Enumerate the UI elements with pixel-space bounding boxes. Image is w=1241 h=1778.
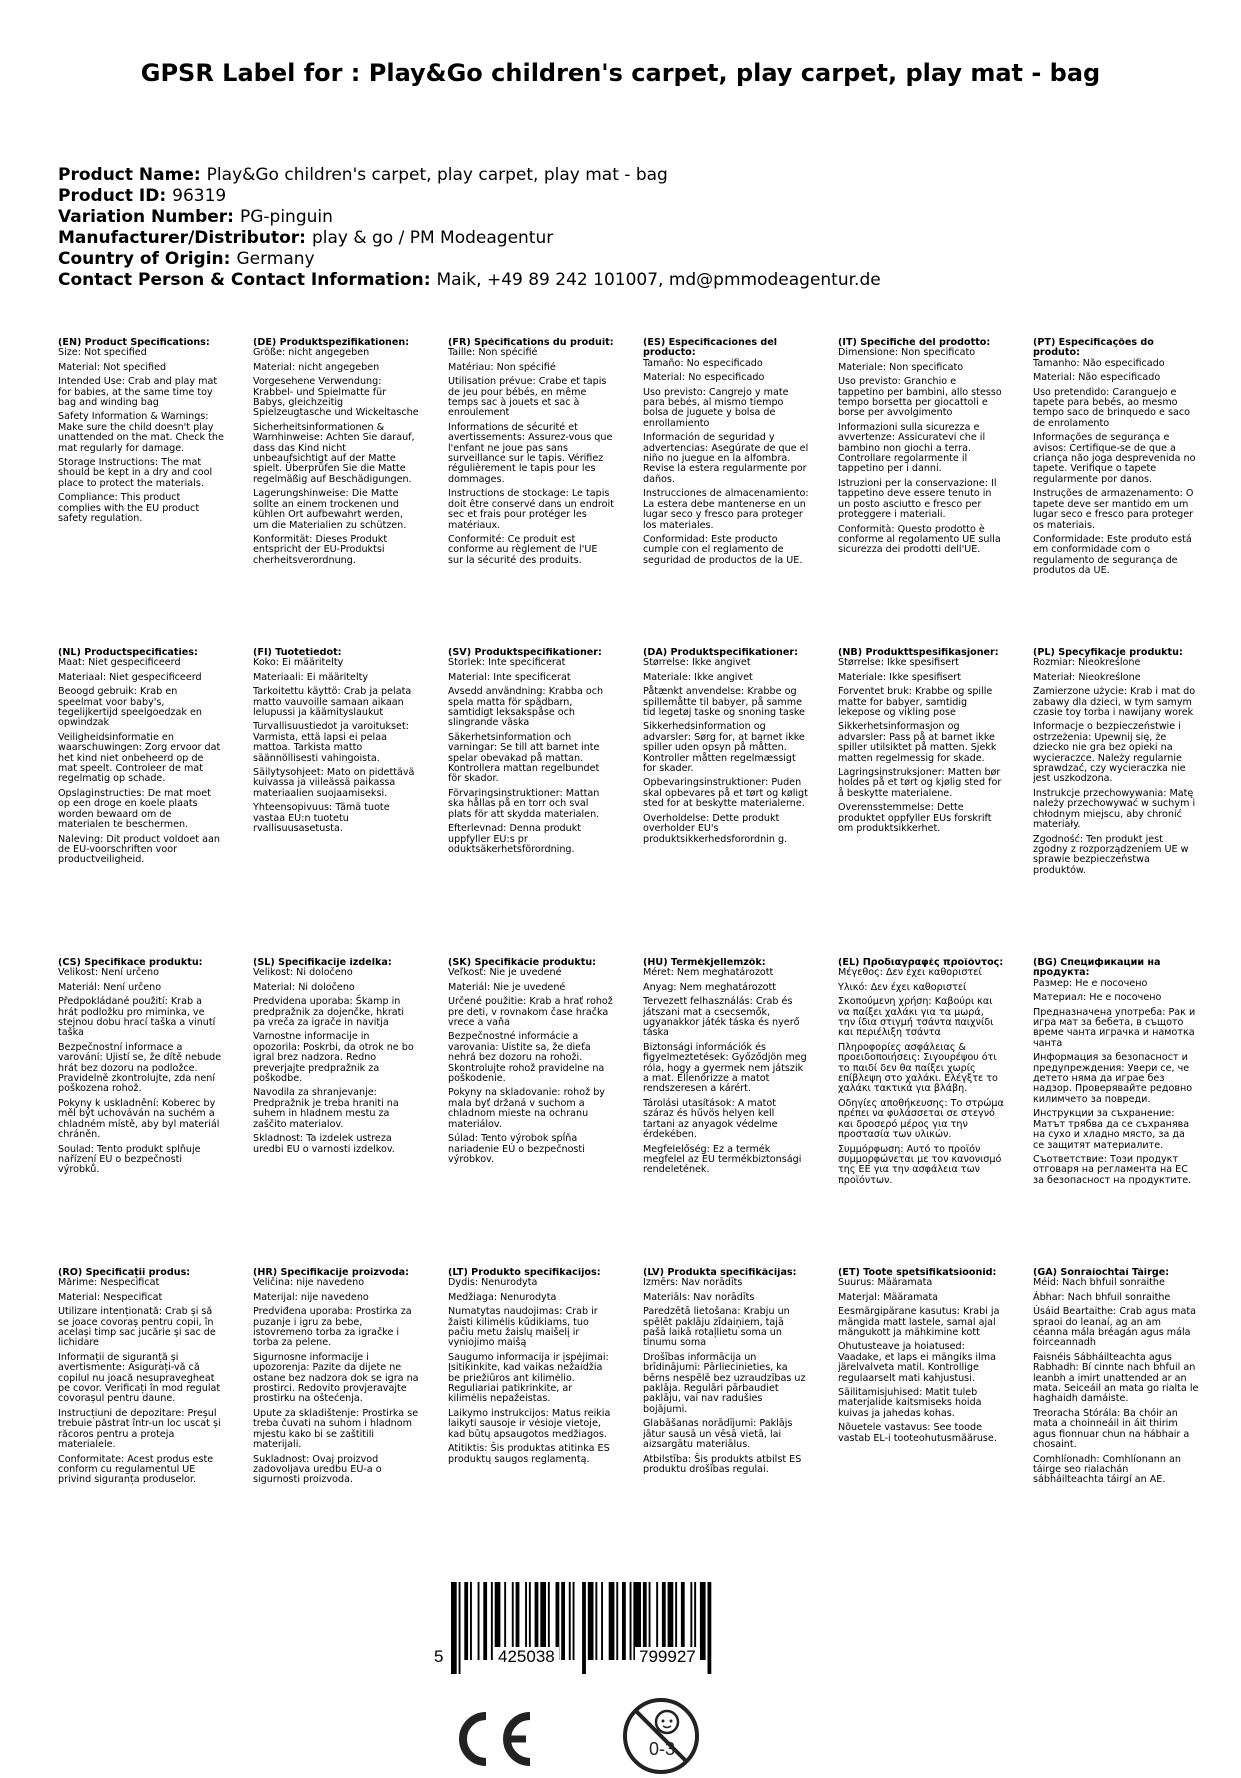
spec-line: Koko: Ei määritelty [253,657,344,669]
info-key: Variation Number: [58,207,234,227]
spec-line: Dydis: Nenurodyta [448,1277,538,1289]
spec-line: Lagerungshinweise: Die Matte sollte an einem trockenen und kühlen Ort aufbewahrt werden, um die Materialien zu schützen. [253,488,407,531]
spec-block [838,338,1004,560]
spec-line: Säkerhetsinformation och varningar: Se till att barnet inte spelar obevakad på mattan. Kontrollera mattan regelbundet för skador. [448,731,600,785]
spec-line: Size: Not specified [58,347,147,359]
spec-line: Naleving: Dit product voldoet aan de EU-voorschriften voor productveiligheid. [58,833,220,866]
info-value: play & go / PM Modeagentur [311,228,554,248]
spec-line: Bezpečnostní informace a varování: Ujistí se, že dítě nebude hrát bez dozoru na podložce. Pravidelně zkontrolujte, zda není poškozena rohož. [58,1041,222,1095]
spec-line: Vorgesehene Verwendung: Krabbel- und Spielmatte für Babys, gleichzeitig Spielzeugtasche und Wickeltasche [253,376,419,419]
spec-line: Material: No especificado [643,372,765,384]
barcode-bar [588,1582,594,1660]
spec-line: Utilisation prévue: Crabe et tapis de jeu pour bébés, en même temps sac à jouets et sac à enroulement [448,376,607,419]
barcode-bar [595,1582,597,1660]
info-row [58,165,1198,186]
spec-block-heading: (CS) Specifikace produktu: [58,958,203,968]
barcode-bar [491,1582,493,1660]
barcode-bar [569,1582,571,1660]
spec-block-heading: (IT) Specifiche del prodotto: [838,338,991,348]
spec-block-heading: (SL) Specifikacije izdelka: [253,958,392,968]
info-value: 96319 [172,186,227,206]
barcode-bar [459,1582,461,1674]
barcode-bar [601,1582,603,1660]
spec-line: Méret: Nem meghatározott [643,967,774,979]
spec-line: Материал: Не е посочено [1033,992,1162,1004]
spec-line: Instrucciones de almacenamiento: La estera debe mantenerse en un lugar seco y fresco para proteger los materiales. [643,488,809,531]
barcode-digits-right: 799927 [635,1647,700,1667]
barcode-bar [483,1582,487,1660]
spec-block [643,648,809,849]
spec-line: Μέγεθος: Δεν έχει καθοριστεί [838,967,982,979]
age-warning-icon [621,1694,701,1778]
spec-line: Størrelse: Ikke angivet [643,657,751,669]
spec-line: Efterlevnad: Denna produkt uppfyller EU:s pr oduktsäkerhetsförordning. [448,823,582,855]
spec-line: Πληροφορίες ασφάλειας & προειδοποιήσεις: Σιγουρέψου ότι το παιδί δεν θα παίξει χωρίς επίβλεψη στο χαλάκι. Ελέγξτε το χαλάκι τακτικά για βλάβη. [838,1041,998,1095]
spec-block-heading: (DE) Produktspezifikationen: [253,338,410,348]
barcode-bar [616,1582,618,1660]
spec-block [448,1268,614,1469]
barcode-bar [573,1582,575,1660]
spec-line: Beoogd gebruik: Krab en speelmat voor baby's, tegelijkertijd speelgoedzak en opwindzak [58,686,202,729]
spec-line: Opbevaringsinstruktioner: Puden skal opbevares på et tørt og køligt sted for at beskytte materialerne. [643,777,808,810]
spec-block-heading: (PT) Especificações do produto: [1033,338,1154,359]
spec-line: Materiale: Non specificato [838,361,964,373]
spec-line: Paredzētā lietošana: Krabju un spēlēt paklāju zīdaiņiem, tajā pašā laikā rotaļlietu soma un tinumu soma [643,1306,790,1349]
spec-line: Megfelelőség: Ez a termék megfelel az EU termékbiztonsági rendeletének. [643,1143,802,1176]
spec-line: Σκοπούμενη χρήση: Καβούρι και να παίξει χαλάκι για τα μωρά, την ίδια στιγμή τσάντα παιχνίδι και περιέλιξη τσάντα [838,996,994,1039]
spec-line: Instruções de armazenamento: O tapete deve ser mantido em um lugar seco e fresco para proteger os materiais. [1033,488,1194,531]
spec-line: Soulad: Tento produkt splňuje nařízení EU o bezpečnosti výrobků. [58,1143,201,1176]
info-row [58,186,1198,207]
spec-line: Taille: Non spécifié [448,347,538,359]
info-value: PG-pinguin [239,207,333,227]
spec-line: Konformität: Dieses Produkt entspricht der EU-Produktsi cherheitsverordnung. [253,533,388,566]
spec-line: Veľkosť: Nie je uvedené [448,967,562,979]
spec-line: Conformidade: Este produto está em conformidade com o regulamento de segurança de produtos da UE. [1033,533,1192,577]
spec-block-heading: (NL) Productspecificaties: [58,648,198,658]
spec-block-heading: (BG) Спецификации на продукта: [1033,958,1161,979]
spec-line: Comhlíonadh: Comhlíonann an táirge seo rialachán sábháilteachta táirgí an AE. [1033,1453,1181,1486]
spec-line: Zgodność: Ten produkt jest zgodny z rozporządzeniem UE w sprawie bezpieczeństwa produktów. [1033,833,1189,876]
spec-line: Safety Information & Warnings: Make sure the child doesn't play unattended on the mat. Check the mat regularly for damage. [58,411,224,454]
spec-block [838,958,1004,1190]
spec-line: Informações de segurança e avisos: Certifique-se de que a criança não joga desprevenida no tapete. Verifique o tapete regularmente por danos. [1033,432,1196,485]
spec-line: Tamanho: Não especificado [1033,357,1165,369]
spec-line: Upute za skladištenje: Prostirka se treba čuvati na suhom i hladnom mjestu kako bi se zaštitili materijali. [253,1407,419,1451]
info-key: Country of Origin: [58,249,231,269]
spec-block [448,958,614,1169]
info-key: Product ID: [58,186,167,206]
spec-line: Размер: Не е посочено [1033,977,1148,989]
spec-block-heading: (EN) Product Specifications: [58,338,210,348]
spec-block-heading: (FI) Tuotetiedot: [253,648,342,658]
spec-line: Tárolási utasítások: A matot száraz és hűvös helyen kell tartani az anyagok védelme érdekében. [643,1097,778,1141]
spec-block [643,338,809,570]
spec-line: Conformitate: Acest produs este conform cu regulamentul UE privind siguranța produselor. [58,1453,214,1486]
spec-line: Uso previsto: Cangrejo y mate para bebés, al mismo tiempo bolsa de juguete y bolsa de enrollamiento [643,386,789,429]
spec-block [58,1268,224,1490]
spec-block [1033,1268,1199,1490]
spec-line: Информация за безопасност и предупреждения: Увери се, че детето няма да играе без надзор. Проверявайте редовно килимчето за повреди. [1033,1052,1193,1105]
spec-block [448,648,614,859]
spec-line: Material: Inte specificerat [448,671,571,683]
spec-line: Intended Use: Crab and play mat for babies, at the same time toy bag and winding bag [58,376,218,409]
spec-line: Säilitamisjuhised: Matit tuleb materjalide kaitsmiseks hoida kuivas ja jahedas kohas. [838,1387,982,1419]
spec-block-heading: (HU) Termékjellemzők: [643,958,766,968]
barcode-bar [609,1582,615,1660]
spec-line: Predviđena uporaba: Prostirka za puzanje i igru za bebe, istovremeno torba za igračke i torba za pelene. [253,1306,412,1349]
spec-block [838,648,1004,839]
spec-line: Numatytas naudojimas: Crab ir žaisti kilimėlis kūdikiams, tuo pačiu metu žaislų maišelį ir vyniojimo maišą [448,1306,598,1349]
spec-line: Mărime: Nespecificat [58,1277,160,1289]
barcode-bar [582,1582,586,1674]
spec-line: Storage Instructions: The mat should be kept in a dry and cool place to protect the materials. [58,457,213,489]
spec-line: Turvallisuustiedot ja varoitukset: Varmista, että lapsi ei pelaa mattoa. Tarkista matto säännöllisesti vahingoista. [253,721,409,764]
info-row [58,228,1198,249]
spec-block-heading: (ES) Especificaciones del producto: [643,338,778,359]
spec-line: Compliance: This product complies with the EU product safety regulation. [58,492,200,525]
spec-line: Υλικό: Δεν έχει καθοριστεί [838,981,967,993]
spec-line: Overholdelse: Dette produkt overholder EU's produktsikkerhedsforordnin g. [643,812,788,845]
spec-line: Materiāls: Nav norādīts [643,1291,755,1303]
spec-line: Materijal: nije navedeno [253,1291,369,1303]
barcode-bar [451,1582,457,1674]
spec-line: Material: Nespecificat [58,1291,163,1303]
spec-line: Conformità: Questo prodotto è conforme al regolamento UE sulla sicurezza dei prodotti dell'UE. [838,523,1001,556]
info-value: Germany [236,249,315,269]
spec-line: Avsedd användning: Krabba och spela matta för spädbarn, samtidigt leksakspåse och slingrande väska [448,686,604,729]
spec-line: Laikymo instrukcijos: Matus reikia laikyti sausoje ir vėsioje vietoje, kad būtų apsaugotos medžiagos. [448,1407,611,1440]
spec-block [253,648,419,839]
barcode-digits-left: 425038 [494,1647,559,1667]
spec-line: Matériau: Non spécifié [448,361,556,373]
spec-line: Material: Ni določeno [253,981,355,993]
barcode-bar [478,1582,480,1660]
info-key: Product Name: [58,165,201,185]
spec-block-heading: (EL) Προδιαγραφές προϊόντος: [838,958,1004,968]
spec-line: Sigurnosne informacije i upozorenja: Pazite da dijete ne ostane bez nadzora dok se igra na prostirci. Redovito provjeravajte prostirku na oštećenja. [253,1351,419,1405]
spec-block [1033,648,1199,880]
spec-line: Izmērs: Nav norādīts [643,1277,743,1289]
spec-line: Eesmärgipärane kasutus: Krabi ja mängida matt lastele, samal ajal mängukott ja mähkimine kott [838,1306,1000,1339]
spec-block [58,648,224,870]
spec-line: Varnostne informacije in opozorila: Poskrbi, da otrok ne bo igral brez nadzora. Redno preverjajte predpražnik za poškodbe. [253,1031,414,1085]
spec-line: Größe: nicht angegeben [253,347,370,359]
ce-mark-icon [450,1710,536,1768]
spec-line: Størrelse: Ikke spesifisert [838,657,959,669]
spec-line: Predvidena uporaba: Škamp in predpražnik za dojenčke, hkrati pa vreča za igrače in navitja [253,996,405,1029]
spec-line: Nõuetele vastavus: See toode vastab EL-i tooteohutusmääruse. [838,1422,997,1444]
spec-block [253,1268,419,1490]
spec-line: Biztonsági információk és figyelmeztetések: Győződjön meg róla, hogy a gyermek nem játszik a mat. Ellenőrizze a matot rendszeresen a kárért. [643,1041,807,1095]
spec-block [253,958,419,1159]
product-info [58,165,1198,291]
spec-line: Conformité: Ce produit est conforme au règlement de l'UE sur la sécurité des produits. [448,533,598,566]
spec-block-heading: (LT) Produkto specifikacijos: [448,1268,601,1278]
spec-line: Materiał: Nieokreślone [1033,671,1141,683]
age-label: 0-3 [649,1739,676,1759]
spec-line: Συμμόρφωση: Αυτό το προϊόν συμμορφώνεται με τον κανονισμό της ΕΕ για την ασφάλεια των προϊόντων. [838,1143,1002,1186]
spec-line: Súlad: Tento výrobok spĺňa nariadenie EÚ o bezpečnosti výrobkov. [448,1133,585,1165]
page-title: GPSR Label for : Play&Go children's carpet, play carpet, play mat - bag [140,59,1101,87]
spec-line: Sicherheitsinformationen & Warnhinweise: Achten Sie darauf, dass das Kind nicht unbeaufsichtigt auf der Matte spielt. Überprüfen Sie die Matte regelmäßig auf Beschädigungen. [253,421,415,485]
spec-line: Instructions de stockage: Le tapis doit être conservé dans un endroit sec et frais pour protéger les matériaux. [448,488,614,531]
spec-line: Veiligheidsinformatie en waarschuwingen: Zorg ervoor dat het kind niet onbeheerd op de mat speelt. Controleer de mat regelmatig op schade. [58,731,221,785]
spec-line: Istruzioni per la conservazione: Il tappetino deve essere tenuto in un posto asciutto e fresco per proteggere i materiali. [838,477,997,521]
spec-block [253,338,419,570]
spec-line: Informations de sécurité et avertissements: Assurez-vous que l'enfant ne joue pas sans surveillance sur le tapis. Vérifiez régulièrement le tapis pour les dommages. [448,421,613,485]
info-row [58,270,1198,291]
spec-line: Instrucțiuni de depozitare: Preșul trebuie păstrat într-un loc uscat și răcoros pentru a proteja materialele. [58,1407,221,1451]
barcode-bar [700,1582,706,1660]
spec-block-heading: (NB) Produkttspesifikasjoner: [838,648,999,658]
spec-block-heading: (SV) Produktspecifikationer: [448,648,602,658]
info-row [58,207,1198,228]
spec-block [58,958,224,1180]
spec-line: Materiaali: Ei määritelty [253,671,369,683]
barcode-bar [708,1582,712,1674]
barcode-bar [464,1582,468,1660]
spec-line: Navodila za shranjevanje: Predpražnik je treba hraniti na suhem in hladnem mestu za zaščito materialov. [253,1087,399,1130]
spec-block [643,958,809,1180]
spec-line: Materiale: Ikke angivet [643,671,753,683]
spec-line: Glabāšanas norādījumi: Paklājs jātur sausā un vēsā vietā, lai aizsargātu materiālus. [643,1418,793,1451]
spec-line: Förvaringsinstruktioner: Mattan ska hållas på en torr och sval plats för att skydda materialen. [448,787,600,820]
spec-line: Ábhar: Nach bhfuil sonraithe [1033,1291,1171,1303]
spec-line: Předpokládané použití: Krab a hrát podložku pro miminka, ve stejnou dobu hrací taška a vinutí taška [58,996,216,1039]
info-row [58,249,1198,270]
spec-line: Lagringsinstruksjoner: Matten bør holdes på et tørt og kjølig sted for å beskytte materialene. [838,767,1002,799]
spec-line: Skladnost: Ta izdelek ustreza uredbi EU o varnosti izdelkov. [253,1133,395,1155]
spec-line: Atbilstība: Šis produkts atbilst ES produktu drošības regulai. [643,1453,802,1475]
spec-line: Maat: Niet gespecificeerd [58,657,181,669]
barcode-digit-first: 5 [430,1647,447,1667]
spec-block [838,1268,1004,1448]
spec-line: Určené použitie: Krab a hrať rohož pre deti, v rovnakom čase hračka vrece a vaňa [448,996,613,1029]
spec-line: Uso previsto: Granchio e tappetino per bambini, allo stesso tempo borsetta per giocattoli e borse per avvolgimento [838,376,1002,419]
spec-block-heading: (LV) Produkta specifikācijas: [643,1268,797,1278]
spec-block-heading: (PL) Specyfikacje produktu: [1033,648,1183,658]
info-key: Manufacturer/Distributor: [58,228,306,248]
spec-line: Bezpečnostné informácie a varovania: Uistite sa, že dieťa nehrá bez dozoru na rohoži. Skontrolujte rohož pravidelne na poškodenie. [448,1031,605,1085]
spec-line: Sukladnost: Ovaj proizvod zadovoljava uredbu EU-a o sigurnosti proizvoda. [253,1453,382,1486]
spec-line: Säilytysohjeet: Mato on pidettävä kuivassa ja viileässä paikassa materiaalien suojaamiseksi. [253,767,415,799]
spec-line: Material: Não especificado [1033,372,1161,384]
spec-block-heading: (ET) Toote spetsifikatsioonid: [838,1268,997,1278]
spec-block-heading: (GA) Sonraíochtaí Táirge: [1033,1268,1170,1278]
spec-line: Velikost: Ni določeno [253,967,353,979]
spec-line: Οδηγίες αποθήκευσης: Το στρώμα πρέπει να φυλάσσεται σε στεγνό και δροσερό μέρος για την προστασία των υλικών. [838,1097,1004,1141]
spec-line: Съответствие: Този продукт отговаря на регламента на ЕС за безопасност на продуктите. [1033,1153,1192,1186]
barcode-bar [622,1582,626,1660]
info-value: Play&Go children's carpet, play carpet, play mat - bag [206,165,668,185]
spec-line: Påtænkt anvendelse: Krabbe og spillemåtte til babyer, på samme tid legetøj taske og snoning taske [643,686,805,719]
spec-line: Ohutusteave ja hoiatused: Vaadake, et laps ei mängiks ilma järelvalveta matil. Kontrollige regulaarselt mati kahjustusi. [838,1341,996,1384]
spec-block [448,338,614,570]
spec-block [643,1268,809,1479]
spec-line: Informazioni sulla sicurezza e avvertenze: Assicuratevi che il bambino non giochi a terra. Controllare regolarmente il tappetino per i danni. [838,421,986,475]
spec-block [1033,958,1199,1190]
spec-line: Anyag: Nem meghatározott [643,981,777,993]
spec-line: Yhteensopivuus: Tämä tuote vastaa EU:n tuotetu rvallisuusasetusta. [253,802,390,835]
spec-line: Materiale: Ikke spesifisert [838,671,962,683]
spec-line: Atitiktis: Šis produktas atitinka ES produktų saugos reglamentą. [448,1443,610,1465]
barcode-bar [630,1582,632,1660]
spec-line: Uso pretendido: Caranguejo e tapete para bebés, ao mesmo tempo saco de brinquedo e saco de enrolamento [1033,386,1190,429]
spec-line: Utilizare intenționată: Crab și să se joace covoraș pentru copii, în același timp sac jucărie și sac de lichidare [58,1306,216,1349]
spec-line: Pokyny k uskladnění: Koberec by měl být uchováván na suchém a chladném místě, aby byl materiál chráněn. [58,1097,220,1141]
info-value: Maik, +49 89 242 101007, md@pmmodeagentur.de [436,270,881,290]
spec-line: Material: Not specified [58,361,167,373]
spec-line: Informații de siguranță și avertismente: Asigurați-vă că copilul nu joacă nesupravegheat pe covor. Verificați în mod regulat covorașul pentru daune. [58,1351,221,1405]
info-key: Contact Person & Contact Information: [58,270,431,290]
barcode-bar [470,1582,472,1660]
spec-line: Medžiaga: Nenurodyta [448,1291,557,1303]
spec-line: Treoracha Stórála: Ba chóir an mata a choinneáil in áit thirim agus fionnuar chun na hábhair a chosaint. [1033,1407,1190,1451]
spec-line: Velikost: Není určeno [58,967,159,979]
spec-line: Información de seguridad y advertencias: Asegúrate de que el niño no juegue en la alfombra. Revise la estera regularmente por daños. [643,432,809,485]
spec-line: Instrukcje przechowywania: Matę należy przechowywać w suchym i chłodnym miejscu, aby chronić materiały. [1033,787,1196,831]
barcode [437,1582,797,1686]
spec-line: Saugumo informacija ir įspėjimai: Įsitikinkite, kad vaikas nežaidžia be priežiūros ant kilimėlio. Reguliariai patikrinkite, ar kilimėlis nepažeistas. [448,1351,609,1405]
spec-line: Material: nicht angegeben [253,361,380,373]
spec-line: Overensstemmelse: Dette produktet oppfyller EUs forskrift om produktsikkerhet. [838,802,992,835]
spec-block [1033,338,1199,581]
spec-block-heading: (SK) Špecifikácie produktu: [448,958,597,968]
spec-line: Dimensione: Non specificato [838,347,976,359]
spec-line: Materiál: Nie je uvedené [448,981,566,993]
spec-line: Informacje o bezpieczeństwie i ostrzeżenia: Upewnij się, że dziecko nie gra bez opieki na wycieraczce. Należy regularnie sprawdzać, czy wycieraczka nie jest uszkodzona. [1033,721,1186,785]
spec-line: Veličina: nije navedeno [253,1277,365,1289]
spec-line: Méid: Nach bhfuil sonraithe [1033,1277,1165,1289]
spec-line: Conformidad: Este producto cumple con el reglamento de seguridad de productos de la UE. [643,533,803,566]
spec-line: Предназначена употреба: Рак и игра мат за бебета, в същото време чанта играчка и намотка чанта [1033,1006,1196,1049]
spec-line: Drošības informācija un brīdinājumi: Pārliecinieties, ka bērns nespēlē bez uzraudzības uz paklāja. Regulāri pārbaudiet paklāju, vai nav radušies bojājumi. [643,1351,806,1415]
spec-line: Tervezett felhasználás: Crab és játszani mat a csecsemők, ugyanakkor játék táska és nyerő táska [643,996,800,1039]
spec-block [58,338,224,529]
spec-block-heading: (HR) Specifikacije proizvoda: [253,1268,409,1278]
spec-line: Tarkoitettu käyttö: Crab ja pelata matto vauvoille samaan aikaan lelupussi ja käämityslaukut [253,686,412,719]
spec-line: Suurus: Määramata [838,1277,933,1289]
spec-line: Sikkerhetsinformasjon og advarsler: Pass på at barnet ikke spiller utilsiktet på matten. Sjekk matten regelmessig for skade. [838,721,997,764]
spec-line: Opslaginstructies: De mat moet op een droge en koele plaats worden bewaard om de materialen te beschermen. [58,787,211,831]
spec-line: Zamierzone użycie: Krab i mat do zabawy dla dzieci, w tym samym czasie toy torba i nawijany worek [1033,686,1196,719]
spec-line: Úsáid Beartaithe: Crab agus mata spraoi do leanaí, ag an am céanna mála bréagán agus mála foirceannadh [1033,1306,1196,1349]
spec-line: Storlek: Inte specificerat [448,657,566,669]
spec-block-heading: (FR) Spécifications du produit: [448,338,614,348]
spec-line: Rozmiar: Nieokreślone [1033,657,1141,669]
spec-block-heading: (DA) Produktspecifikationer: [643,648,798,658]
spec-line: Faisnéis Sábháilteachta agus Rabhadh: Bí cinnte nach bhfuil an leanbh a imirt unattended ar an mata. Seiceáil an mata go rialta le haghaidh damáiste. [1033,1351,1199,1405]
spec-line: Forventet bruk: Krabbe og spille matte for babyer, samtidig lekepose og vikling pose [838,686,993,719]
spec-block-heading: (RO) Specificații produs: [58,1268,191,1278]
spec-line: Инструкции за съхранение: Матът трябва да се съхранява на сухо и хладно място, за да се защитят материалите. [1033,1108,1190,1151]
spec-line: Materjal: Määramata [838,1291,938,1303]
barcode-bar [561,1582,565,1660]
spec-line: Sikkerhedsinformation og advarsler: Sørg for, at barnet ikke spiller uden opsyn på måtten. Kontroller måtten regelmæssigt for skader. [643,721,805,775]
spec-line: Tamaño: No especificado [643,357,763,369]
spec-line: Materiál: Není určeno [58,981,162,993]
spec-line: Materiaal: Niet gespecificeerd [58,671,202,683]
spec-line: Pokyny na skladovanie: rohož by mala byť držaná v suchom a chladnom mieste na ochranu materiálov. [448,1087,605,1130]
